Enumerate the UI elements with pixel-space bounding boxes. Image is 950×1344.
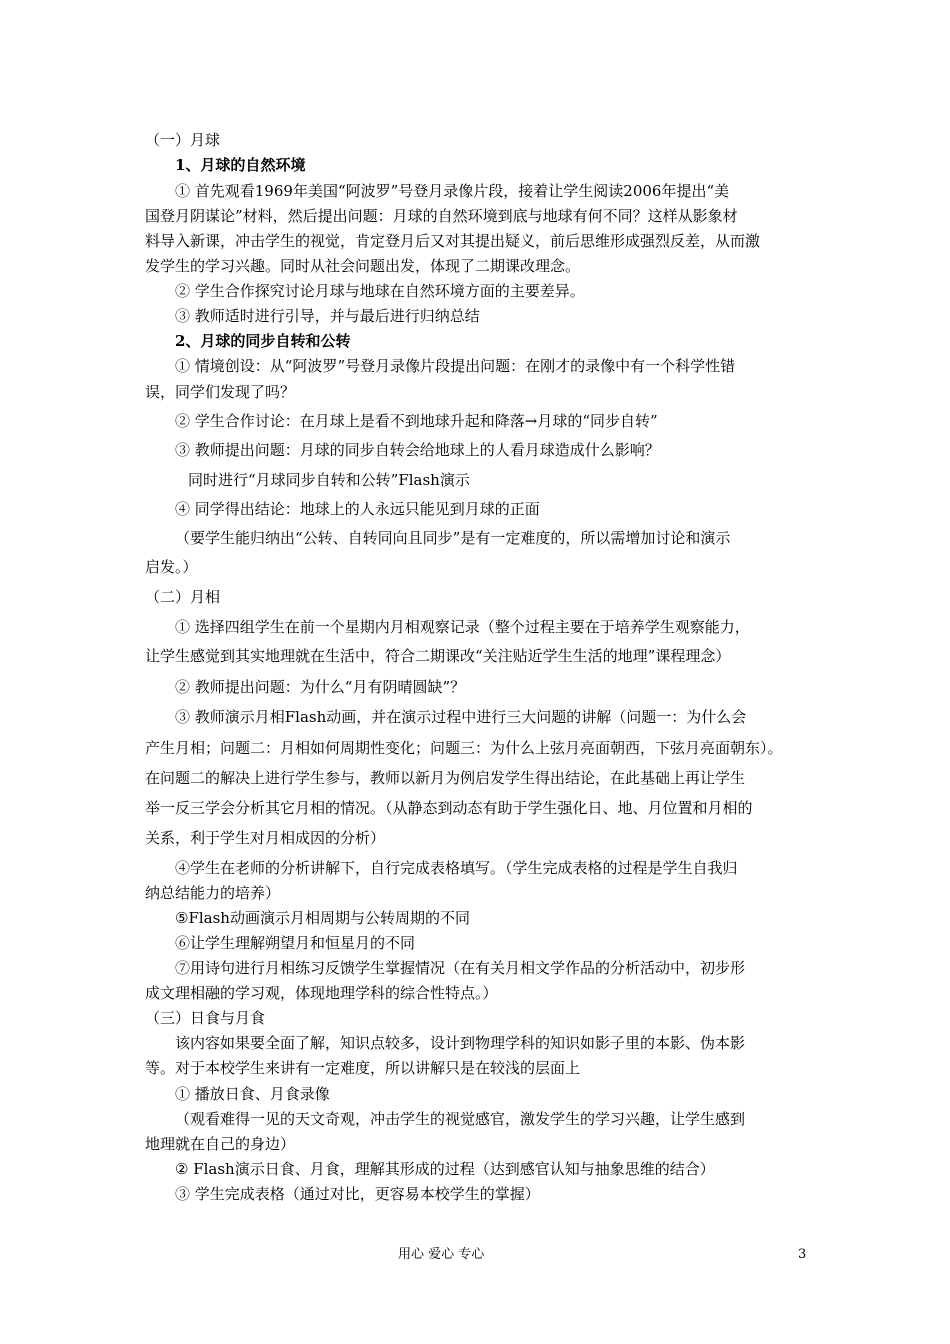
- text-line: ③ 学生完成表格（通过对比，更容易本校学生的掌握）: [175, 1185, 540, 1203]
- text-line: ① 首先观看1969年美国“阿波罗”号登月录像片段，接着让学生阅读2006年提出“美: [175, 182, 730, 200]
- text-line: ② Flash演示日食、月食，理解其形成的过程（达到感官认知与抽象思维的结合）: [175, 1160, 715, 1178]
- text-line: ③ 教师适时进行引导，并与最后进行归纳总结: [175, 307, 480, 325]
- text-line: 地理就在自己的身边）: [145, 1135, 296, 1153]
- section-heading: 2、月球的同步自转和公转: [175, 332, 351, 350]
- page-number: 3: [798, 1247, 807, 1262]
- text-line: 纳总结能力的培养）: [145, 884, 281, 902]
- text-line: ⑦用诗句进行月相练习反馈学生掌握情况（在有关月相文学作品的分析活动中，初步形: [175, 959, 746, 977]
- text-line: ② 学生合作探究讨论月球与地球在自然环境方面的主要差异。: [175, 282, 585, 300]
- text-line: ① 播放日食、月食录像: [175, 1085, 330, 1103]
- section-heading: 1、月球的自然环境: [175, 156, 306, 174]
- text-line: 料导入新课，冲击学生的视觉，肯定登月后又对其提出疑义，前后思维形成强烈反差，从而激: [145, 232, 761, 250]
- text-line: 国登月阴谋论”材料，然后提出问题：月球的自然环境到底与地球有何不同？这样从影象材: [145, 207, 738, 225]
- text-line: 关系，利于学生对月相成因的分析）: [145, 829, 386, 847]
- text-line: 该内容如果要全面了解，知识点较多，设计到物理学科的知识如影子里的本影、伪本影: [175, 1034, 746, 1052]
- text-line: 发学生的学习兴趣。同时从社会问题出发，体现了二期课改理念。: [145, 257, 581, 275]
- text-line: ① 情境创设：从“阿波罗”号登月录像片段提出问题：在刚才的录像中有一个科学性错: [175, 357, 736, 375]
- text-line: 让学生感觉到其实地理就在生活中，符合二期课改“关注贴近学生生活的地理”课程理念）: [145, 647, 731, 665]
- footer-text: 用心 爱心 专心: [398, 1247, 485, 1262]
- text-line: 同时进行“月球同步自转和公转”Flash演示: [188, 471, 470, 489]
- text-line: ③ 教师提出问题：月球的同步自转会给地球上的人看月球造成什么影响？: [175, 441, 660, 459]
- text-line: （观看难得一见的天文奇观，冲击学生的视觉感官，激发学生的学习兴趣，让学生感到: [175, 1110, 746, 1128]
- text-line: 等。对于本校学生来讲有一定难度，所以讲解只是在较浅的层面上: [145, 1059, 581, 1077]
- text-line: ① 选择四组学生在前一个星期内月相观察记录（整个过程主要在于培养学生观察能力，: [175, 618, 750, 636]
- text-line: （要学生能归纳出“公转、自转同向且同步”是有一定难度的，所以需增加讨论和演示: [175, 529, 731, 547]
- text-line: ④ 同学得出结论：地球上的人永远只能见到月球的正面: [175, 500, 540, 518]
- text-line: 启发。）: [145, 558, 198, 576]
- text-line: 误，同学们发现了吗？: [145, 383, 296, 401]
- text-line: 举一反三学会分析其它月相的情况。（从静态到动态有助于学生强化日、地、月位置和月相的: [145, 799, 753, 817]
- text-line: 产生月相；问题二：月相如何周期性变化；问题三：为什么上弦月亮面朝西，下弦月亮面朝东）。: [145, 739, 783, 757]
- text-line: ② 学生合作讨论：在月球上是看不到地球升起和降落→月球的“同步自转”: [175, 412, 658, 430]
- text-line: 成文理相融的学习观，体现地理学科的综合性特点。）: [145, 984, 498, 1002]
- text-line: 在问题二的解决上进行学生参与，教师以新月为例启发学生得出结论，在此基础上再让学生: [145, 769, 746, 787]
- text-line: （三）日食与月食: [145, 1009, 266, 1027]
- text-line: （二）月相: [145, 588, 221, 606]
- text-line: ⑤Flash动画演示月相周期与公转周期的不同: [175, 909, 470, 927]
- text-line: ③ 教师演示月相Flash动画，并在演示过程中进行三大问题的讲解（问题一：为什么会: [175, 708, 747, 726]
- text-line: （一）月球: [145, 131, 221, 149]
- text-line: ② 教师提出问题：为什么“月有阴晴圆缺”？: [175, 678, 466, 696]
- text-line: ④学生在老师的分析讲解下，自行完成表格填写。（学生完成表格的过程是学生自我归: [175, 859, 738, 877]
- text-line: ⑥让学生理解朔望月和恒星月的不同: [175, 934, 416, 952]
